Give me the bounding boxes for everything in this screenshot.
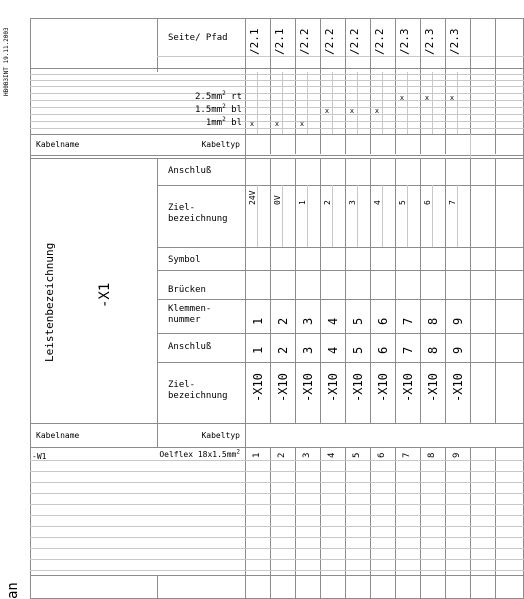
cable-core-number: 1: [252, 452, 262, 458]
row-ziel-top: Ziel- bezeichnung: [168, 203, 228, 224]
terminal-number: 3: [301, 317, 315, 325]
wire-label: $1mm^2$ bl: [205, 116, 242, 128]
strip-column-line: [370, 158, 371, 423]
cable-type-label-bottom: Kabeltyp: [201, 431, 240, 440]
cable-name-label: Kabelname: [36, 140, 80, 149]
terminal-number: 9: [451, 317, 465, 325]
cable-row-line: [30, 493, 524, 494]
strip-column-line: [245, 158, 246, 423]
terminal-number: 8: [426, 317, 440, 325]
section-line: [30, 447, 524, 448]
cable-column-line: [395, 447, 396, 599]
section-line: [30, 158, 524, 159]
wire-grid-line: [30, 107, 524, 108]
ziel-bottom-value: -X10: [326, 373, 340, 402]
strip-column-extra: [495, 158, 496, 423]
ziel-top-value: 6: [423, 200, 432, 205]
half-column-line: [407, 72, 408, 134]
wire-mark: x: [249, 120, 255, 128]
page-ref: /2.2: [373, 28, 386, 55]
anschluss-value: 6: [376, 346, 390, 354]
ziel-top-value: 4: [373, 200, 382, 205]
wire-label: $2.5mm^2$ rt: [195, 90, 242, 102]
wire-mark: x: [374, 107, 380, 115]
cable-row-line: [30, 504, 524, 505]
wire-mark: x: [449, 94, 455, 102]
ziel-bottom-value: -X10: [301, 373, 315, 402]
wire-mark: x: [274, 120, 280, 128]
anschluss-value: 1: [251, 346, 265, 354]
ziel-bottom-value: -X10: [276, 373, 290, 402]
row-klemmen: Klemmen- nummer: [168, 304, 212, 325]
cable-row-line: [30, 548, 524, 549]
terminal-number: 6: [376, 317, 390, 325]
strip-row-line: [157, 270, 524, 271]
anschluss-value: 5: [351, 346, 365, 354]
half-column-line: [332, 72, 333, 134]
cable-row-line: [30, 482, 524, 483]
wire-mark: x: [399, 94, 405, 102]
half-column-line: [457, 72, 458, 134]
page-ref: /2.2: [298, 28, 311, 55]
cable-core-number: 6: [377, 452, 387, 458]
strip-column-line: [345, 158, 346, 423]
terminal-number: 1: [251, 317, 265, 325]
page-ref: /2.1: [248, 28, 261, 55]
ziel-sub-line: [357, 185, 358, 247]
page-ref: /2.2: [323, 28, 336, 55]
ziel-sub-line: [257, 185, 258, 247]
cable-row-line: [30, 471, 524, 472]
cable-column-line: [445, 447, 446, 599]
terminal-number: 4: [326, 317, 340, 325]
strip-vertical-label: Leistenbezeichnung: [43, 242, 56, 362]
page-ref: /2.3: [423, 28, 436, 55]
ziel-sub-line: [282, 185, 283, 247]
row-anschluss-top: Anschluß: [168, 166, 212, 176]
anschluss-value: 3: [301, 346, 315, 354]
section-line: [30, 134, 524, 135]
half-column-line: [382, 72, 383, 134]
cable-column-end: [470, 447, 471, 599]
anschluss-value: 7: [401, 346, 415, 354]
ziel-sub-line: [432, 185, 433, 247]
wire-label: $1.5mm^2$ bl: [195, 103, 242, 115]
header-split-line: [157, 18, 158, 72]
wire-mark: x: [324, 107, 330, 115]
header-sub-line: [157, 56, 524, 57]
page-ref: /2.1: [273, 28, 286, 55]
cable-row-line: [30, 460, 524, 461]
ziel-sub-line: [382, 185, 383, 247]
cable-type-label: Kabeltyp: [201, 140, 240, 149]
wire-grid-line: [30, 80, 524, 81]
ziel-sub-line: [457, 185, 458, 247]
cable-row-line: [30, 526, 524, 527]
cable-column-line: [370, 447, 371, 599]
row-bruecken: Brücken: [168, 285, 206, 295]
anschluss-value: 4: [326, 346, 340, 354]
drawing-stamp: HB0B3INT 19.11.2003: [3, 27, 10, 96]
cable-row-line: [30, 537, 524, 538]
strip-column-line: [445, 158, 446, 423]
cable-column-line: [295, 447, 296, 599]
ziel-top-value: 0V: [273, 195, 282, 205]
page-path-label: Seite/ Pfad: [168, 33, 228, 43]
ziel-bottom-value: -X10: [451, 373, 465, 402]
bottom-split-line: [157, 575, 158, 599]
wire-grid-line: [30, 86, 524, 87]
strip-column-line: [395, 158, 396, 423]
strip-row-line: [157, 185, 524, 186]
strip-name: -X1: [97, 282, 113, 308]
half-column-line: [432, 72, 433, 134]
corner-mark: an: [5, 582, 21, 599]
cable-core-number: 4: [327, 452, 337, 458]
strip-row-line: [157, 333, 524, 334]
page-ref: /2.2: [348, 28, 361, 55]
ziel-bottom-value: -X10: [376, 373, 390, 402]
ziel-sub-line: [307, 185, 308, 247]
page-ref: /2.3: [448, 28, 461, 55]
cable-name-label-bottom: Kabelname: [36, 431, 80, 440]
row-ziel-bottom: Ziel- bezeichnung: [168, 380, 228, 401]
wire-mark: x: [349, 107, 355, 115]
strip-column-line: [420, 158, 421, 423]
cable-column-line: [345, 447, 346, 599]
ziel-top-value: 5: [398, 200, 407, 205]
half-column-line: [357, 72, 358, 134]
ziel-top-value: 2: [323, 200, 332, 205]
cable-type: Oelflex $18x1.5mm^2$: [159, 448, 240, 459]
cable-row-line: [30, 570, 524, 571]
cable-core-number: 9: [452, 452, 462, 458]
cable-name: -W1: [32, 452, 47, 461]
wire-grid-line: [30, 128, 524, 129]
ziel-bottom-value: -X10: [251, 373, 265, 402]
ziel-bottom-value: -X10: [351, 373, 365, 402]
anschluss-value: 8: [426, 346, 440, 354]
strip-column-line: [320, 158, 321, 423]
frame-top-line: [30, 18, 524, 19]
strip-column-line: [270, 158, 271, 423]
anschluss-value: 2: [276, 346, 290, 354]
cable-core-number: 2: [277, 452, 287, 458]
cable-column-line: [270, 447, 271, 599]
cable-row-line: [30, 559, 524, 560]
ziel-top-value: 3: [348, 200, 357, 205]
cable-column-extra: [495, 447, 496, 599]
cable-core-number: 7: [402, 452, 412, 458]
wire-mark: x: [299, 120, 305, 128]
frame-left-line: [30, 18, 31, 599]
cable-column-line: [245, 447, 246, 599]
strip-column-line: [295, 158, 296, 423]
strip-row-line: [157, 423, 524, 424]
cable-column-line: [320, 447, 321, 599]
cable-core-number: 5: [352, 452, 362, 458]
header-bottom-line: [30, 68, 524, 69]
wire-grid-line: [30, 114, 524, 115]
terminal-number: 7: [401, 317, 415, 325]
cable-column-line: [470, 134, 471, 158]
ziel-sub-line: [332, 185, 333, 247]
cable-row-line: [30, 515, 524, 516]
ziel-sub-line: [407, 185, 408, 247]
terminal-number: 5: [351, 317, 365, 325]
strip-row-line: [157, 299, 524, 300]
row-symbol: Symbol: [168, 255, 201, 265]
cable-column-line: [420, 447, 421, 599]
ziel-top-value: 7: [448, 200, 457, 205]
strip-row-line: [157, 247, 524, 248]
cable-core-number: 3: [302, 452, 312, 458]
wire-mark: x: [424, 94, 430, 102]
strip-row-line: [157, 362, 524, 363]
strip-label-split: [157, 158, 158, 423]
terminal-number: 2: [276, 317, 290, 325]
anschluss-value: 9: [451, 346, 465, 354]
ziel-bottom-value: -X10: [401, 373, 415, 402]
wire-grid-line: [30, 74, 524, 75]
page-ref: /2.3: [398, 28, 411, 55]
ziel-bottom-value: -X10: [426, 373, 440, 402]
ziel-top-value: 24V: [248, 190, 257, 205]
cable-bottom-line: [30, 575, 524, 576]
section-line: [30, 155, 524, 156]
row-anschluss-bottom: Anschluß: [168, 342, 212, 352]
strip-column-end: [470, 158, 471, 423]
cable-core-number: 8: [427, 452, 437, 458]
ziel-top-value: 1: [298, 200, 307, 205]
